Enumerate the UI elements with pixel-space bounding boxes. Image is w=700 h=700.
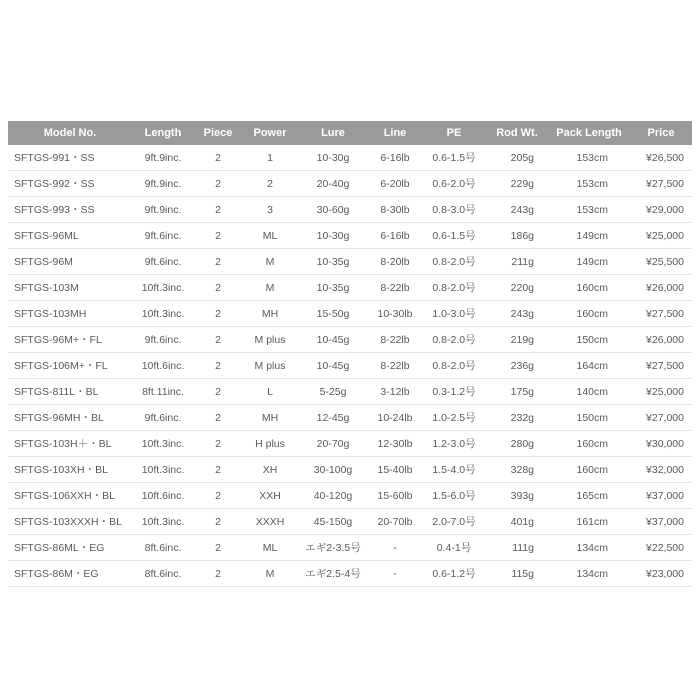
- price-cell: ¥26,000: [630, 275, 692, 301]
- length-cell: 9ft.6inc.: [132, 223, 194, 249]
- piece-cell: 2: [194, 197, 242, 223]
- pe-cell: 1.0-2.5号: [422, 405, 486, 431]
- model-no-cell: SFTGS-103H＋・BL: [8, 431, 132, 457]
- model-no-cell: SFTGS-96ML: [8, 223, 132, 249]
- lure-cell: 20-70g: [298, 431, 368, 457]
- piece-cell: 2: [194, 431, 242, 457]
- price-cell: ¥23,000: [630, 561, 692, 587]
- header-pe: PE: [422, 121, 486, 145]
- piece-cell: 2: [194, 301, 242, 327]
- line-cell: 6-16lb: [368, 223, 422, 249]
- line-cell: 3-12lb: [368, 379, 422, 405]
- pack-length-cell: 160cm: [548, 275, 630, 301]
- power-cell: XH: [242, 457, 298, 483]
- pe-cell: 0.3-1.2号: [422, 379, 486, 405]
- power-cell: M: [242, 275, 298, 301]
- lure-cell: エギ2.5-4号: [298, 561, 368, 587]
- price-cell: ¥30,000: [630, 431, 692, 457]
- price-cell: ¥27,500: [630, 171, 692, 197]
- model-no-cell: SFTGS-103M: [8, 275, 132, 301]
- length-cell: 9ft.9inc.: [132, 171, 194, 197]
- rod-wt-cell: 236g: [486, 353, 548, 379]
- pe-cell: 0.8-2.0号: [422, 249, 486, 275]
- rod-spec-table: [8, 121, 692, 587]
- table-row: [8, 405, 692, 431]
- table-row: [8, 301, 692, 327]
- table-row: [8, 431, 692, 457]
- price-cell: ¥26,000: [630, 327, 692, 353]
- length-cell: 10ft.3inc.: [132, 301, 194, 327]
- piece-cell: 2: [194, 509, 242, 535]
- table-row: [8, 561, 692, 587]
- length-cell: 10ft.3inc.: [132, 431, 194, 457]
- length-cell: 10ft.3inc.: [132, 275, 194, 301]
- lure-cell: 10-35g: [298, 249, 368, 275]
- lure-cell: 10-45g: [298, 327, 368, 353]
- model-no-cell: SFTGS-991・SS: [8, 145, 132, 171]
- pack-length-cell: 164cm: [548, 353, 630, 379]
- line-cell: -: [368, 535, 422, 561]
- line-cell: 6-16lb: [368, 145, 422, 171]
- rod-wt-cell: 186g: [486, 223, 548, 249]
- header-price: Price: [630, 121, 692, 145]
- model-no-cell: SFTGS-103XH・BL: [8, 457, 132, 483]
- rod-wt-cell: 243g: [486, 301, 548, 327]
- pe-cell: 1.2-3.0号: [422, 431, 486, 457]
- price-cell: ¥27,500: [630, 301, 692, 327]
- rod-wt-cell: 328g: [486, 457, 548, 483]
- price-cell: ¥27,000: [630, 405, 692, 431]
- length-cell: 9ft.6inc.: [132, 327, 194, 353]
- pe-cell: 0.6-2.0号: [422, 171, 486, 197]
- piece-cell: 2: [194, 353, 242, 379]
- table-row: [8, 145, 692, 171]
- table-row: [8, 249, 692, 275]
- lure-cell: 30-100g: [298, 457, 368, 483]
- lure-cell: 10-45g: [298, 353, 368, 379]
- power-cell: XXH: [242, 483, 298, 509]
- line-cell: 15-60lb: [368, 483, 422, 509]
- price-cell: ¥22,500: [630, 535, 692, 561]
- pe-cell: 1.0-3.0号: [422, 301, 486, 327]
- length-cell: 10ft.3inc.: [132, 457, 194, 483]
- line-cell: 10-24lb: [368, 405, 422, 431]
- table-row: [8, 275, 692, 301]
- model-no-cell: SFTGS-96MH・BL: [8, 405, 132, 431]
- lure-cell: 12-45g: [298, 405, 368, 431]
- lure-cell: 30-60g: [298, 197, 368, 223]
- length-cell: 8ft.6inc.: [132, 535, 194, 561]
- line-cell: 8-30lb: [368, 197, 422, 223]
- length-cell: 9ft.9inc.: [132, 197, 194, 223]
- power-cell: 3: [242, 197, 298, 223]
- piece-cell: 2: [194, 483, 242, 509]
- pack-length-cell: 165cm: [548, 483, 630, 509]
- table-row: [8, 457, 692, 483]
- lure-cell: 5-25g: [298, 379, 368, 405]
- pe-cell: 1.5-6.0号: [422, 483, 486, 509]
- power-cell: ML: [242, 223, 298, 249]
- model-no-cell: SFTGS-86ML・EG: [8, 535, 132, 561]
- power-cell: 1: [242, 145, 298, 171]
- rod-wt-cell: 229g: [486, 171, 548, 197]
- length-cell: 9ft.6inc.: [132, 249, 194, 275]
- rod-wt-cell: 393g: [486, 483, 548, 509]
- price-cell: ¥32,000: [630, 457, 692, 483]
- pack-length-cell: 150cm: [548, 405, 630, 431]
- piece-cell: 2: [194, 223, 242, 249]
- power-cell: H plus: [242, 431, 298, 457]
- rod-wt-cell: 205g: [486, 145, 548, 171]
- pack-length-cell: 153cm: [548, 171, 630, 197]
- pack-length-cell: 149cm: [548, 249, 630, 275]
- header-pack-length: Pack Length: [548, 121, 630, 145]
- table-row: [8, 171, 692, 197]
- pe-cell: 0.4-1号: [422, 535, 486, 561]
- rod-wt-cell: 401g: [486, 509, 548, 535]
- length-cell: 10ft.6inc.: [132, 353, 194, 379]
- power-cell: L: [242, 379, 298, 405]
- piece-cell: 2: [194, 145, 242, 171]
- length-cell: 8ft.11inc.: [132, 379, 194, 405]
- rod-wt-cell: 232g: [486, 405, 548, 431]
- piece-cell: 2: [194, 535, 242, 561]
- power-cell: XXXH: [242, 509, 298, 535]
- lure-cell: エギ2-3.5号: [298, 535, 368, 561]
- pack-length-cell: 161cm: [548, 509, 630, 535]
- rod-wt-cell: 111g: [486, 535, 548, 561]
- pe-cell: 2.0-7.0号: [422, 509, 486, 535]
- lure-cell: 10-30g: [298, 145, 368, 171]
- length-cell: 8ft.6inc.: [132, 561, 194, 587]
- table-body: [8, 145, 692, 587]
- rod-wt-cell: 115g: [486, 561, 548, 587]
- price-cell: ¥27,500: [630, 353, 692, 379]
- pack-length-cell: 134cm: [548, 535, 630, 561]
- header-line: Line: [368, 121, 422, 145]
- power-cell: ML: [242, 535, 298, 561]
- rod-wt-cell: 175g: [486, 379, 548, 405]
- line-cell: 12-30lb: [368, 431, 422, 457]
- table-header-row: [8, 121, 692, 145]
- pe-cell: 0.8-2.0号: [422, 275, 486, 301]
- table-row: [8, 327, 692, 353]
- table-row: [8, 223, 692, 249]
- line-cell: -: [368, 561, 422, 587]
- model-no-cell: SFTGS-86M・EG: [8, 561, 132, 587]
- power-cell: MH: [242, 301, 298, 327]
- power-cell: M plus: [242, 327, 298, 353]
- table-row: [8, 353, 692, 379]
- line-cell: 8-22lb: [368, 327, 422, 353]
- rod-wt-cell: 220g: [486, 275, 548, 301]
- table-row: [8, 483, 692, 509]
- rod-wt-cell: 243g: [486, 197, 548, 223]
- table-row: [8, 197, 692, 223]
- header-length: Length: [132, 121, 194, 145]
- price-cell: ¥25,000: [630, 379, 692, 405]
- power-cell: M: [242, 561, 298, 587]
- pe-cell: 0.6-1.5号: [422, 145, 486, 171]
- pack-length-cell: 153cm: [548, 197, 630, 223]
- model-no-cell: SFTGS-96M+・FL: [8, 327, 132, 353]
- lure-cell: 40-120g: [298, 483, 368, 509]
- pack-length-cell: 150cm: [548, 327, 630, 353]
- model-no-cell: SFTGS-103MH: [8, 301, 132, 327]
- price-cell: ¥37,000: [630, 509, 692, 535]
- pe-cell: 0.6-1.2号: [422, 561, 486, 587]
- line-cell: 15-40lb: [368, 457, 422, 483]
- pack-length-cell: 160cm: [548, 431, 630, 457]
- pe-cell: 1.5-4.0号: [422, 457, 486, 483]
- line-cell: 8-22lb: [368, 275, 422, 301]
- header-model-no: Model No.: [8, 121, 132, 145]
- piece-cell: 2: [194, 327, 242, 353]
- lure-cell: 15-50g: [298, 301, 368, 327]
- model-no-cell: SFTGS-993・SS: [8, 197, 132, 223]
- power-cell: 2: [242, 171, 298, 197]
- pe-cell: 0.8-2.0号: [422, 353, 486, 379]
- length-cell: 10ft.3inc.: [132, 509, 194, 535]
- header-power: Power: [242, 121, 298, 145]
- pack-length-cell: 160cm: [548, 457, 630, 483]
- model-no-cell: SFTGS-106M+・FL: [8, 353, 132, 379]
- rod-wt-cell: 280g: [486, 431, 548, 457]
- pack-length-cell: 160cm: [548, 301, 630, 327]
- rod-wt-cell: 219g: [486, 327, 548, 353]
- price-cell: ¥37,000: [630, 483, 692, 509]
- power-cell: MH: [242, 405, 298, 431]
- pe-cell: 0.8-3.0号: [422, 197, 486, 223]
- piece-cell: 2: [194, 561, 242, 587]
- rod-wt-cell: 211g: [486, 249, 548, 275]
- price-cell: ¥25,500: [630, 249, 692, 275]
- piece-cell: 2: [194, 405, 242, 431]
- lure-cell: 20-40g: [298, 171, 368, 197]
- power-cell: M: [242, 249, 298, 275]
- length-cell: 9ft.9inc.: [132, 145, 194, 171]
- piece-cell: 2: [194, 171, 242, 197]
- model-no-cell: SFTGS-811L・BL: [8, 379, 132, 405]
- pack-length-cell: 149cm: [548, 223, 630, 249]
- table-row: [8, 535, 692, 561]
- lure-cell: 45-150g: [298, 509, 368, 535]
- table-row: [8, 379, 692, 405]
- pack-length-cell: 134cm: [548, 561, 630, 587]
- model-no-cell: SFTGS-96M: [8, 249, 132, 275]
- power-cell: M plus: [242, 353, 298, 379]
- pack-length-cell: 153cm: [548, 145, 630, 171]
- piece-cell: 2: [194, 457, 242, 483]
- line-cell: 20-70lb: [368, 509, 422, 535]
- model-no-cell: SFTGS-992・SS: [8, 171, 132, 197]
- table-row: [8, 509, 692, 535]
- line-cell: 10-30lb: [368, 301, 422, 327]
- price-cell: ¥26,500: [630, 145, 692, 171]
- pe-cell: 0.8-2.0号: [422, 327, 486, 353]
- line-cell: 6-20lb: [368, 171, 422, 197]
- price-cell: ¥25,000: [630, 223, 692, 249]
- pack-length-cell: 140cm: [548, 379, 630, 405]
- model-no-cell: SFTGS-106XXH・BL: [8, 483, 132, 509]
- piece-cell: 2: [194, 379, 242, 405]
- piece-cell: 2: [194, 275, 242, 301]
- length-cell: 10ft.6inc.: [132, 483, 194, 509]
- piece-cell: 2: [194, 249, 242, 275]
- model-no-cell: SFTGS-103XXXH・BL: [8, 509, 132, 535]
- header-lure: Lure: [298, 121, 368, 145]
- header-piece: Piece: [194, 121, 242, 145]
- line-cell: 8-20lb: [368, 249, 422, 275]
- header-rod-wt: Rod Wt.: [486, 121, 548, 145]
- length-cell: 9ft.6inc.: [132, 405, 194, 431]
- line-cell: 8-22lb: [368, 353, 422, 379]
- lure-cell: 10-30g: [298, 223, 368, 249]
- pe-cell: 0.6-1.5号: [422, 223, 486, 249]
- lure-cell: 10-35g: [298, 275, 368, 301]
- price-cell: ¥29,000: [630, 197, 692, 223]
